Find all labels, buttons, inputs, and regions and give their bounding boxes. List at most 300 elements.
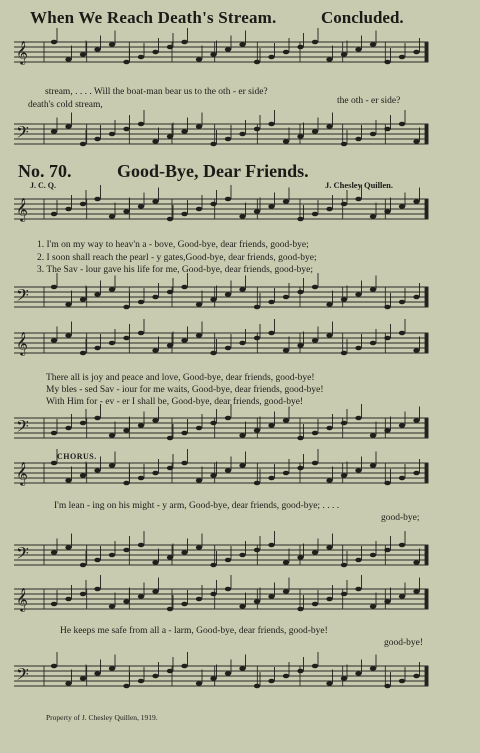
note-head xyxy=(80,473,86,478)
note-head xyxy=(399,594,405,599)
note-head xyxy=(138,423,144,428)
note-head xyxy=(210,202,216,207)
note-head xyxy=(138,122,144,127)
verse-line: 1. I'm on my way to heav'n a - bove, Good-bye, dear friends, good-bye; xyxy=(37,240,309,250)
chorus-line: He keeps me safe from all a - larm, Good-bye, dear friends, good-bye! xyxy=(60,626,328,636)
note-head xyxy=(399,423,405,428)
note-head xyxy=(123,428,129,433)
note-head xyxy=(384,209,390,214)
note-head xyxy=(109,341,115,346)
verse-line: My bles - sed Sav - iour for me waits, Good-bye, dear friends, good-bye! xyxy=(46,385,324,395)
note-head xyxy=(384,60,390,65)
note-head xyxy=(239,132,245,137)
note-head xyxy=(341,592,347,597)
note-head xyxy=(65,333,71,338)
note-head xyxy=(196,478,202,483)
note-head xyxy=(138,55,144,60)
note-head xyxy=(109,604,115,609)
note-head xyxy=(167,555,173,560)
note-head xyxy=(181,338,187,343)
chorus-label: CHORUS. xyxy=(57,452,97,461)
note-head xyxy=(355,47,361,52)
note-head xyxy=(167,669,173,674)
note-head xyxy=(196,124,202,129)
note-head xyxy=(109,132,115,137)
note-head xyxy=(413,295,419,300)
note-head xyxy=(210,473,216,478)
note-head xyxy=(268,594,274,599)
final-bar xyxy=(425,463,428,483)
lyric-line: the oth - er side? xyxy=(337,96,401,106)
note-head xyxy=(80,592,86,597)
note-head xyxy=(109,666,115,671)
bass-clef-icon: 𝄢 xyxy=(16,122,29,146)
note-head xyxy=(355,137,361,142)
note-head xyxy=(254,60,260,65)
note-head xyxy=(268,476,274,481)
note-head xyxy=(239,463,245,468)
note-head xyxy=(138,331,144,336)
bass-clef-icon: 𝄢 xyxy=(16,543,29,567)
note-head xyxy=(65,681,71,686)
note-head xyxy=(312,40,318,45)
note-head xyxy=(80,202,86,207)
note-head xyxy=(51,461,57,466)
note-head xyxy=(370,42,376,47)
note-head xyxy=(384,684,390,689)
note-head xyxy=(167,607,173,612)
note-head xyxy=(109,214,115,219)
note-head xyxy=(196,57,202,62)
note-head xyxy=(196,333,202,338)
note-head xyxy=(297,290,303,295)
note-head xyxy=(239,604,245,609)
note-head xyxy=(167,217,173,222)
note-head xyxy=(181,602,187,607)
note-head xyxy=(51,664,57,669)
note-head xyxy=(181,550,187,555)
note-head xyxy=(312,461,318,466)
note-head xyxy=(413,471,419,476)
note-head xyxy=(210,351,216,356)
note-head xyxy=(297,134,303,139)
note-head xyxy=(152,418,158,423)
treble-clef-icon: 𝄞 xyxy=(16,461,28,485)
note-head xyxy=(268,331,274,336)
note-head xyxy=(370,132,376,137)
note-head xyxy=(196,681,202,686)
note-head xyxy=(312,602,318,607)
note-head xyxy=(123,209,129,214)
note-head xyxy=(138,543,144,548)
note-head xyxy=(312,431,318,436)
note-head xyxy=(297,436,303,441)
note-head xyxy=(210,563,216,568)
final-bar xyxy=(425,124,428,144)
note-head xyxy=(94,47,100,52)
note-head xyxy=(341,421,347,426)
note-head xyxy=(268,679,274,684)
note-head xyxy=(297,343,303,348)
note-head xyxy=(51,212,57,217)
note-head xyxy=(210,592,216,597)
note-head xyxy=(51,338,57,343)
note-head xyxy=(268,204,274,209)
note-head xyxy=(167,466,173,471)
bass-clef-icon: 𝄢 xyxy=(16,664,29,688)
note-head xyxy=(51,431,57,436)
note-head xyxy=(181,461,187,466)
note-head xyxy=(196,302,202,307)
note-head xyxy=(297,669,303,674)
note-head xyxy=(94,468,100,473)
note-head xyxy=(326,124,332,129)
note-head xyxy=(152,199,158,204)
note-head xyxy=(51,129,57,134)
note-head xyxy=(210,142,216,147)
note-head xyxy=(384,599,390,604)
note-head xyxy=(384,305,390,310)
note-head xyxy=(138,679,144,684)
author-initials: J. C. Q. xyxy=(30,181,56,190)
note-head xyxy=(109,433,115,438)
note-head xyxy=(152,560,158,565)
note-head xyxy=(94,137,100,142)
note-head xyxy=(355,416,361,421)
note-head xyxy=(254,684,260,689)
note-head xyxy=(283,674,289,679)
note-head xyxy=(225,416,231,421)
note-head xyxy=(297,555,303,560)
note-head xyxy=(355,671,361,676)
note-head xyxy=(167,343,173,348)
note-head xyxy=(239,287,245,292)
previous-hymn-title: When We Reach Death's Stream. xyxy=(30,8,277,27)
note-head xyxy=(225,292,231,297)
note-head xyxy=(138,594,144,599)
note-head xyxy=(181,212,187,217)
note-head xyxy=(399,300,405,305)
note-head xyxy=(181,285,187,290)
note-head xyxy=(65,207,71,212)
note-head xyxy=(239,433,245,438)
note-head xyxy=(181,40,187,45)
verse-line: 3. The Sav - lour gave his life for me, Good-bye, dear friends, good-bye; xyxy=(37,265,314,275)
note-head xyxy=(413,50,419,55)
note-head xyxy=(123,336,129,341)
note-head xyxy=(326,426,332,431)
note-head xyxy=(65,545,71,550)
note-head xyxy=(94,416,100,421)
final-bar xyxy=(425,333,428,353)
copyright-footer: Property of J. Chesley Quillen, 1919. xyxy=(46,713,158,722)
note-head xyxy=(152,589,158,594)
treble-clef-icon: 𝄞 xyxy=(16,40,28,64)
note-head xyxy=(341,142,347,147)
bass-clef-icon: 𝄢 xyxy=(16,285,29,309)
note-head xyxy=(138,204,144,209)
note-head xyxy=(210,52,216,57)
note-head xyxy=(225,671,231,676)
note-head xyxy=(254,209,260,214)
note-head xyxy=(326,681,332,686)
note-head xyxy=(283,471,289,476)
note-head xyxy=(341,202,347,207)
note-head xyxy=(399,679,405,684)
note-head xyxy=(399,204,405,209)
note-head xyxy=(326,57,332,62)
note-head xyxy=(138,476,144,481)
note-head xyxy=(80,142,86,147)
note-head xyxy=(297,466,303,471)
note-head xyxy=(370,553,376,558)
note-head xyxy=(413,418,419,423)
concluded-label: Concluded. xyxy=(321,8,404,27)
note-head xyxy=(196,597,202,602)
note-head xyxy=(297,217,303,222)
note-head xyxy=(341,297,347,302)
note-head xyxy=(196,207,202,212)
note-head xyxy=(94,671,100,676)
note-head xyxy=(370,604,376,609)
note-head xyxy=(399,476,405,481)
note-head xyxy=(355,468,361,473)
note-head xyxy=(167,290,173,295)
final-bar xyxy=(425,287,428,307)
note-head xyxy=(51,550,57,555)
note-head xyxy=(283,589,289,594)
note-head xyxy=(94,346,100,351)
note-head xyxy=(384,336,390,341)
note-head xyxy=(239,341,245,346)
note-head xyxy=(283,418,289,423)
note-head xyxy=(225,558,231,563)
note-head xyxy=(384,428,390,433)
note-head xyxy=(239,553,245,558)
note-head xyxy=(370,433,376,438)
note-head xyxy=(239,214,245,219)
lyric-line: stream, . . . . Will the boat-man bear us to the oth - er side? xyxy=(45,87,268,97)
final-bar xyxy=(425,42,428,62)
verse-line: With Him for - ev - er I shall be, Good-bye, dear friends, good-bye! xyxy=(46,397,304,407)
note-head xyxy=(326,333,332,338)
treble-clef-icon: 𝄞 xyxy=(16,331,28,355)
final-bar xyxy=(425,666,428,686)
note-head xyxy=(312,212,318,217)
bass-clef-icon: 𝄢 xyxy=(16,416,29,440)
note-head xyxy=(225,468,231,473)
note-head xyxy=(370,214,376,219)
note-head xyxy=(152,295,158,300)
note-head xyxy=(109,463,115,468)
note-head xyxy=(413,199,419,204)
note-head xyxy=(268,423,274,428)
note-head xyxy=(413,348,419,353)
note-head xyxy=(254,336,260,341)
chorus-line: I'm lean - ing on his might - y arm, Good-bye, dear friends, good-bye; . . . . xyxy=(54,501,340,511)
chorus-echo: good-bye; xyxy=(381,513,420,523)
note-head xyxy=(51,40,57,45)
note-head xyxy=(225,47,231,52)
note-head xyxy=(109,287,115,292)
note-head xyxy=(65,124,71,129)
note-head xyxy=(283,50,289,55)
note-head xyxy=(239,666,245,671)
note-head xyxy=(399,55,405,60)
note-head xyxy=(384,548,390,553)
note-head xyxy=(399,122,405,127)
note-head xyxy=(254,599,260,604)
note-head xyxy=(341,52,347,57)
final-bar xyxy=(425,589,428,609)
note-head xyxy=(370,666,376,671)
note-head xyxy=(123,127,129,132)
hymn-number: No. 70. xyxy=(18,161,72,181)
note-head xyxy=(109,42,115,47)
note-head xyxy=(225,137,231,142)
note-head xyxy=(65,478,71,483)
treble-clef-icon: 𝄞 xyxy=(16,197,28,221)
verse-line: 2. I soon shall reach the pearl - y gates,Good-bye, dear friends, good-bye; xyxy=(37,253,317,263)
note-head xyxy=(370,463,376,468)
note-head xyxy=(326,302,332,307)
note-head xyxy=(413,560,419,565)
note-head xyxy=(384,481,390,486)
lyric-line: death's cold stream, xyxy=(28,100,103,110)
note-head xyxy=(152,50,158,55)
note-head xyxy=(123,305,129,310)
note-head xyxy=(413,139,419,144)
note-head xyxy=(109,553,115,558)
note-head xyxy=(254,548,260,553)
note-head xyxy=(254,305,260,310)
note-head xyxy=(312,129,318,134)
note-head xyxy=(326,207,332,212)
note-head xyxy=(399,543,405,548)
note-head xyxy=(312,550,318,555)
composer-credit: J. Chesley Quillen. xyxy=(325,180,394,190)
note-head xyxy=(268,300,274,305)
note-head xyxy=(312,664,318,669)
note-head xyxy=(80,421,86,426)
note-head xyxy=(51,602,57,607)
note-head xyxy=(152,348,158,353)
note-head xyxy=(94,587,100,592)
note-head xyxy=(138,300,144,305)
treble-clef-icon: 𝄞 xyxy=(16,587,28,611)
note-head xyxy=(210,676,216,681)
note-head xyxy=(123,481,129,486)
note-head xyxy=(283,560,289,565)
note-head xyxy=(80,676,86,681)
note-head xyxy=(355,558,361,563)
note-head xyxy=(283,199,289,204)
note-head xyxy=(181,664,187,669)
note-head xyxy=(65,302,71,307)
final-bar xyxy=(425,545,428,565)
note-head xyxy=(268,543,274,548)
note-head xyxy=(51,285,57,290)
final-bar xyxy=(425,418,428,438)
note-head xyxy=(326,478,332,483)
note-head xyxy=(123,599,129,604)
note-head xyxy=(297,607,303,612)
note-head xyxy=(181,129,187,134)
note-head xyxy=(152,471,158,476)
note-head xyxy=(123,684,129,689)
note-head xyxy=(80,52,86,57)
note-head xyxy=(312,338,318,343)
note-head xyxy=(341,351,347,356)
note-head xyxy=(65,597,71,602)
note-head xyxy=(181,431,187,436)
note-head xyxy=(80,351,86,356)
note-head xyxy=(268,122,274,127)
verse-line: There all is joy and peace and love, Good-bye, dear friends, good-bye! xyxy=(46,373,315,383)
note-head xyxy=(326,545,332,550)
note-head xyxy=(268,55,274,60)
note-head xyxy=(65,426,71,431)
note-head xyxy=(341,563,347,568)
hymn-title: Good-Bye, Dear Friends. xyxy=(117,161,309,181)
note-head xyxy=(254,428,260,433)
note-head xyxy=(355,292,361,297)
note-head xyxy=(254,481,260,486)
note-head xyxy=(225,587,231,592)
note-head xyxy=(326,597,332,602)
note-head xyxy=(167,134,173,139)
note-head xyxy=(225,197,231,202)
note-head xyxy=(210,421,216,426)
note-head xyxy=(167,45,173,50)
note-head xyxy=(283,139,289,144)
note-head xyxy=(370,287,376,292)
note-head xyxy=(341,473,347,478)
note-head xyxy=(297,45,303,50)
note-head xyxy=(355,197,361,202)
note-head xyxy=(312,285,318,290)
note-head xyxy=(399,331,405,336)
note-head xyxy=(239,42,245,47)
final-bar xyxy=(425,199,428,219)
note-head xyxy=(413,674,419,679)
note-head xyxy=(283,295,289,300)
note-head xyxy=(196,426,202,431)
note-head xyxy=(355,587,361,592)
note-head xyxy=(94,197,100,202)
note-head xyxy=(123,60,129,65)
note-head xyxy=(341,676,347,681)
note-head xyxy=(123,548,129,553)
note-head xyxy=(355,346,361,351)
note-head xyxy=(80,563,86,568)
chorus-echo: good-bye! xyxy=(384,638,424,648)
note-head xyxy=(167,436,173,441)
note-head xyxy=(370,341,376,346)
note-head xyxy=(80,297,86,302)
note-head xyxy=(94,292,100,297)
note-head xyxy=(65,57,71,62)
note-head xyxy=(283,348,289,353)
note-head xyxy=(384,127,390,132)
note-head xyxy=(210,297,216,302)
note-head xyxy=(254,127,260,132)
note-head xyxy=(152,674,158,679)
note-head xyxy=(94,558,100,563)
note-head xyxy=(413,589,419,594)
note-head xyxy=(196,545,202,550)
note-head xyxy=(225,346,231,351)
